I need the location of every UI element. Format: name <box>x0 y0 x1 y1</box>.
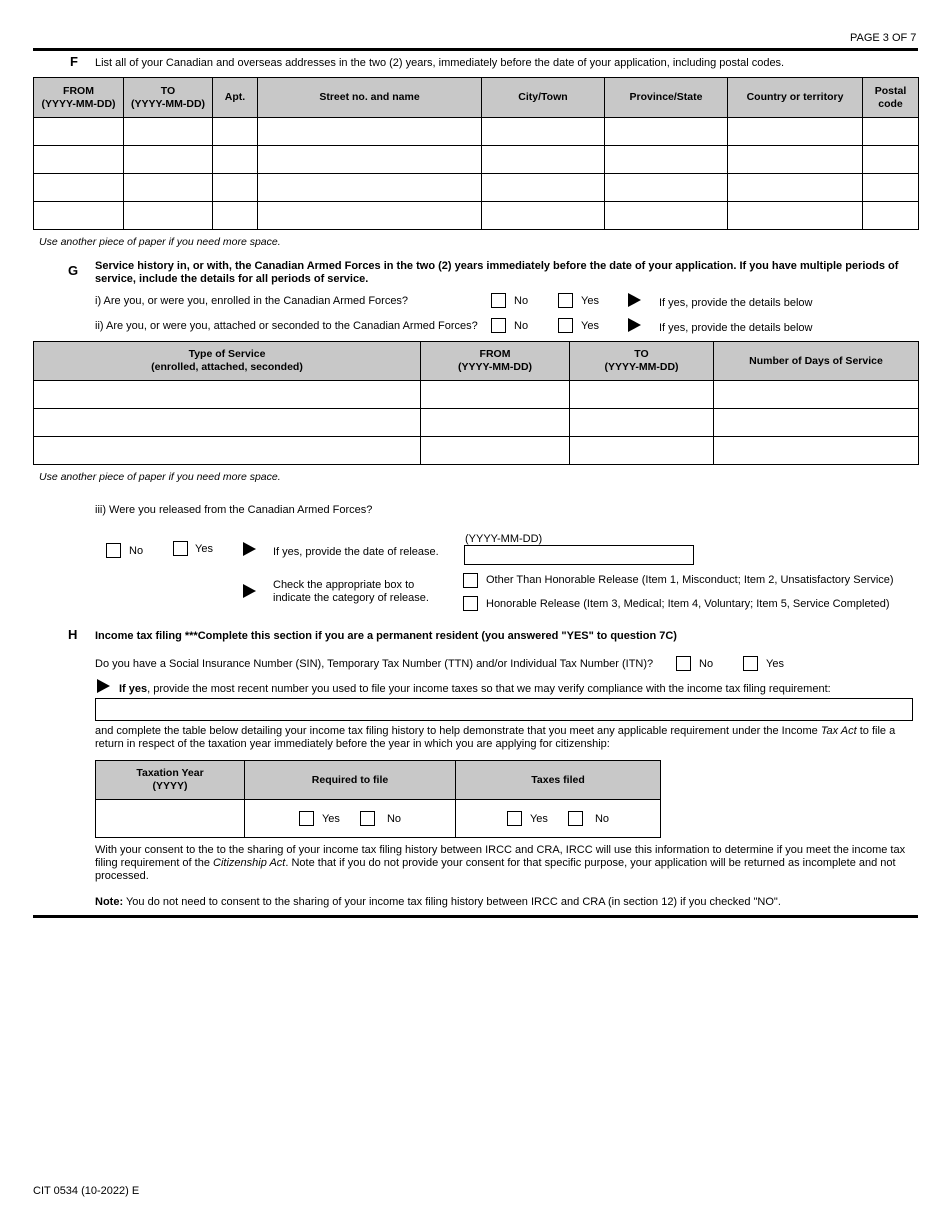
address-from-input[interactable] <box>34 202 124 230</box>
address-postal-input[interactable] <box>863 146 919 174</box>
top-rule <box>33 48 918 51</box>
address-to-input[interactable] <box>124 202 213 230</box>
service-from-input[interactable] <box>421 409 570 437</box>
col-type-of-service: Type of Service (enrolled, attached, seconded) <box>34 342 421 381</box>
tax-number-yes-checkbox[interactable] <box>743 656 758 671</box>
col-province: Province/State <box>605 78 728 118</box>
address-province-input[interactable] <box>605 174 728 202</box>
address-postal-input[interactable] <box>863 118 919 146</box>
address-street-input[interactable] <box>258 174 482 202</box>
col-city: City/Town <box>482 78 605 118</box>
section-f-instruction: List all of your Canadian and overseas addresses in the two (2) years, immediately before the date of your application, including postal codes. <box>95 57 785 69</box>
release-date-format: (YYYY-MM-DD) <box>465 533 543 545</box>
tax-filing-table <box>95 760 661 838</box>
col-taxation-year: Taxation Year (YYYY) <box>96 761 245 800</box>
service-days-input[interactable] <box>714 409 919 437</box>
consent-paragraph: With your consent to the to the sharing of your income tax filing history between IRCC and CRA, IRCC will use this information to determine if you meet the income tax filing requirement of the Citizenship Act. Note that if you do not provide your consent for that specific purpose, your application will be returned as incomplete and not processed. <box>95 844 906 882</box>
release-honorable-checkbox[interactable] <box>463 596 478 611</box>
table-row <box>34 202 919 230</box>
released-yes-checkbox[interactable] <box>173 541 188 556</box>
table-row <box>34 146 919 174</box>
tax-number-question: Do you have a Social Insurance Number (SIN), Temporary Tax Number (TTN) and/or Individual Tax Number (ITN)? <box>95 658 654 670</box>
address-province-input[interactable] <box>605 146 728 174</box>
attached-yes-checkbox[interactable] <box>558 318 573 333</box>
table-row <box>96 800 661 838</box>
address-country-input[interactable] <box>728 146 863 174</box>
filed-no-label: No <box>594 812 609 825</box>
required-to-file-cell <box>245 800 456 838</box>
tax-number-yes-label: Yes <box>766 658 784 670</box>
released-no-checkbox[interactable] <box>106 543 121 558</box>
col-service-to: TO (YYYY-MM-DD) <box>570 342 714 381</box>
required-no-label: No <box>386 812 401 825</box>
col-required-to-file: Required to file <box>245 761 456 800</box>
release-date-prompt: If yes, provide the date of release. <box>273 546 439 558</box>
address-apt-input[interactable] <box>213 118 258 146</box>
consent-note: Note: You do not need to consent to the sharing of your income tax filing history between IRCC and CRA (in section 12) if you checked "NO". <box>95 896 781 908</box>
required-yes-label: Yes <box>321 812 340 825</box>
address-to-input[interactable] <box>124 174 213 202</box>
address-province-input[interactable] <box>605 118 728 146</box>
arrow-right-icon <box>243 584 256 598</box>
service-history-table <box>33 341 919 465</box>
tax-number-input[interactable] <box>95 698 913 721</box>
arrow-right-icon <box>243 542 256 556</box>
released-yes-label: Yes <box>195 543 213 555</box>
enrolled-no-checkbox[interactable] <box>491 293 506 308</box>
col-from: FROM (YYYY-MM-DD) <box>34 78 124 118</box>
address-postal-input[interactable] <box>863 174 919 202</box>
required-no-checkbox[interactable] <box>360 811 375 826</box>
tax-number-no-checkbox[interactable] <box>676 656 691 671</box>
service-to-input[interactable] <box>570 409 714 437</box>
attached-no-checkbox[interactable] <box>491 318 506 333</box>
bottom-rule <box>33 915 918 918</box>
taxes-filed-cell <box>456 800 661 838</box>
section-g-note: Use another piece of paper if you need more space. <box>39 471 281 483</box>
tax-number-no-label: No <box>699 658 714 670</box>
service-to-input[interactable] <box>570 381 714 409</box>
address-street-input[interactable] <box>258 202 482 230</box>
enrolled-no-label: No <box>514 295 529 307</box>
address-country-input[interactable] <box>728 202 863 230</box>
enrolled-yes-label: Yes <box>581 295 599 307</box>
table-row <box>34 381 919 409</box>
service-type-input[interactable] <box>34 409 421 437</box>
address-city-input[interactable] <box>482 202 605 230</box>
tax-history-instruction: and complete the table below detailing your income tax filing history to help demonstrate that you meet any applicable requirement under the Income Tax Act to file a return in respect of the taxation year immediately before the year in which you are applying for citizenship: <box>95 725 896 750</box>
service-days-input[interactable] <box>714 381 919 409</box>
attached-no-label: No <box>514 320 529 332</box>
address-street-input[interactable] <box>258 118 482 146</box>
filed-yes-checkbox[interactable] <box>507 811 522 826</box>
section-f-note: Use another piece of paper if you need more space. <box>39 236 281 248</box>
release-other-label: Other Than Honorable Release (Item 1, Misconduct; Item 2, Unsatisfactory Service) <box>486 574 894 586</box>
col-country: Country or territory <box>728 78 863 118</box>
col-to: TO (YYYY-MM-DD) <box>124 78 213 118</box>
form-code: CIT 0534 (10-2022) E <box>33 1185 140 1197</box>
section-g-heading: Service history in, or with, the Canadian Armed Forces in the two (2) years immediately before the date of your application. If you have multiple periods of service, include the details for all periods of service. <box>95 260 899 285</box>
col-street: Street no. and name <box>258 78 482 118</box>
question-enrolled: i) Are you, or were you, enrolled in the Canadian Armed Forces? <box>95 295 409 307</box>
col-apt: Apt. <box>213 78 258 118</box>
arrow-right-icon <box>628 318 641 332</box>
address-city-input[interactable] <box>482 174 605 202</box>
filed-yes-label: Yes <box>529 812 548 825</box>
address-apt-input[interactable] <box>213 146 258 174</box>
page-number: PAGE 3 OF 7 <box>850 32 917 44</box>
released-no-label: No <box>129 545 144 557</box>
address-from-input[interactable] <box>34 146 124 174</box>
table-row <box>34 118 919 146</box>
address-city-input[interactable] <box>482 118 605 146</box>
section-h-heading: Income tax filing ***Complete this section if you are a permanent resident (you answered "YES" to question 7C) <box>95 630 677 642</box>
tax-number-instruction: If yes, provide the most recent number you used to file your income taxes so that we may verify compliance with the income tax filing requirement: <box>119 683 831 695</box>
address-history-table <box>33 77 919 230</box>
address-country-input[interactable] <box>728 174 863 202</box>
address-province-input[interactable] <box>605 202 728 230</box>
release-other-checkbox[interactable] <box>463 573 478 588</box>
table-row <box>34 437 919 465</box>
taxation-year-input[interactable] <box>96 800 245 838</box>
attached-yes-label: Yes <box>581 320 599 332</box>
required-yes-checkbox[interactable] <box>299 811 314 826</box>
service-type-input[interactable] <box>34 437 421 465</box>
address-to-input[interactable] <box>124 146 213 174</box>
col-taxes-filed: Taxes filed <box>456 761 661 800</box>
release-category-prompt: Check the appropriate box to indicate the category of release. <box>273 579 429 604</box>
section-g-letter: G <box>68 263 79 278</box>
release-date-input[interactable] <box>464 545 694 565</box>
service-days-input[interactable] <box>714 437 919 465</box>
address-country-input[interactable] <box>728 118 863 146</box>
service-to-input[interactable] <box>570 437 714 465</box>
address-street-input[interactable] <box>258 146 482 174</box>
attached-if-yes: If yes, provide the details below <box>659 322 813 334</box>
enrolled-yes-checkbox[interactable] <box>558 293 573 308</box>
address-from-input[interactable] <box>34 118 124 146</box>
arrow-right-icon <box>97 679 110 693</box>
col-postal: Postal code <box>863 78 919 118</box>
address-apt-input[interactable] <box>213 174 258 202</box>
address-to-input[interactable] <box>124 118 213 146</box>
table-row <box>34 174 919 202</box>
address-from-input[interactable] <box>34 174 124 202</box>
section-f-letter: F <box>70 54 78 69</box>
filed-no-checkbox[interactable] <box>568 811 583 826</box>
address-city-input[interactable] <box>482 146 605 174</box>
address-postal-input[interactable] <box>863 202 919 230</box>
question-released: iii) Were you released from the Canadian Armed Forces? <box>95 504 373 516</box>
enrolled-if-yes: If yes, provide the details below <box>659 297 813 309</box>
col-service-from: FROM (YYYY-MM-DD) <box>421 342 570 381</box>
table-row <box>34 409 919 437</box>
question-attached: ii) Are you, or were you, attached or seconded to the Canadian Armed Forces? <box>95 320 478 332</box>
address-apt-input[interactable] <box>213 202 258 230</box>
service-from-input[interactable] <box>421 437 570 465</box>
arrow-right-icon <box>628 293 641 307</box>
release-honorable-label: Honorable Release (Item 3, Medical; Item 4, Voluntary; Item 5, Service Completed) <box>486 598 890 610</box>
section-h-letter: H <box>68 627 78 642</box>
service-type-input[interactable] <box>34 381 421 409</box>
col-days-of-service: Number of Days of Service <box>714 342 919 381</box>
service-from-input[interactable] <box>421 381 570 409</box>
